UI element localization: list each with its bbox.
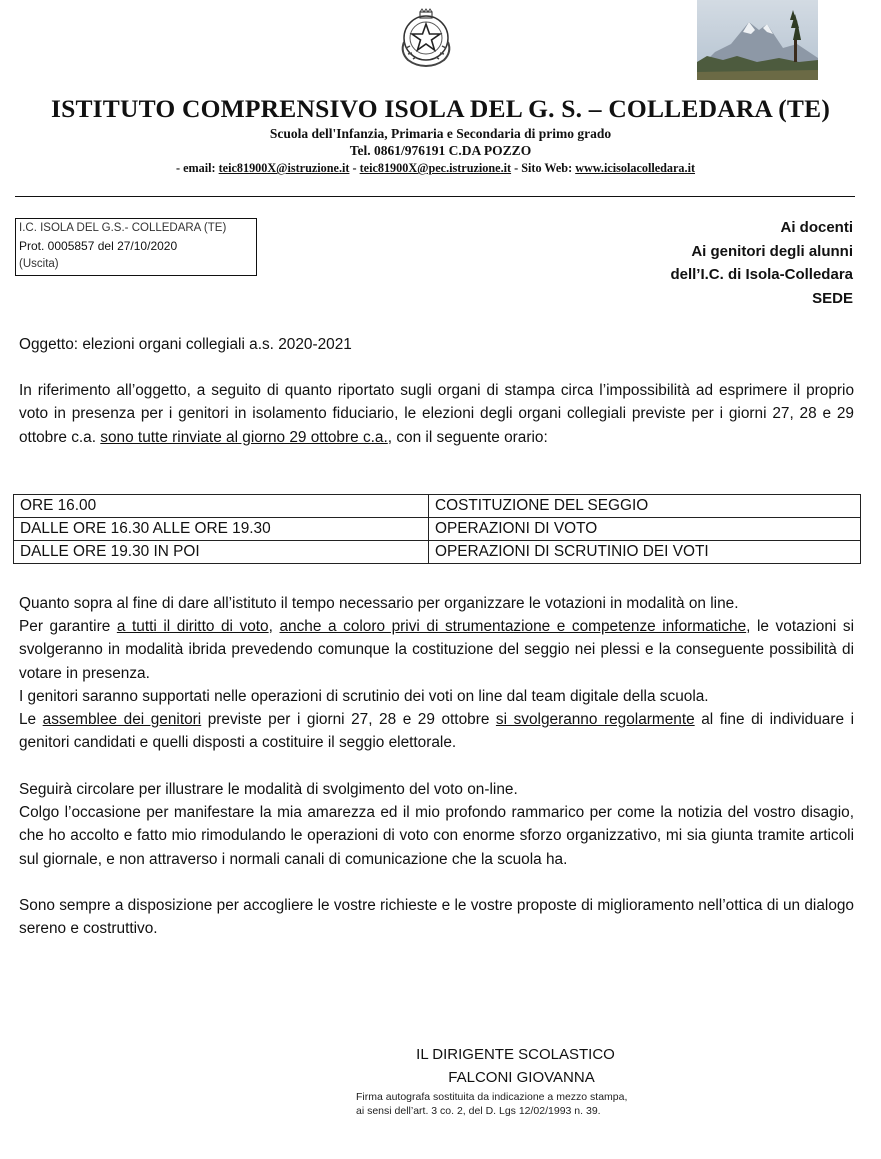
school-name: ISTITUTO COMPRENSIVO ISOLA DEL G. S. – COLLEDARA (TE): [50, 94, 831, 123]
body-paragraph-5: Seguirà circolare per illustrare le modalità di svolgimento del voto on-line.: [19, 781, 518, 798]
header-divider: [15, 196, 855, 197]
body-paragraph-7: Sono sempre a disposizione per accogliere le vostre richieste e le vostre proposte di miglioramento nell’ottica di un dialogo sereno e costruttivo.: [19, 897, 854, 938]
body-paragraph-1: Quanto sopra al fine di dare all’istituto il tempo necessario per organizzare le votazioni in modalità on line.: [19, 595, 739, 612]
body-paragraph-6: Colgo l’occasione per manifestare la mia amarezza ed il mio profondo rammarico per come la notizia del vostro disagio, che ho accolto e fatto mio rimodulando le operazioni di voto con enorme sforzo organizzativo, mi sia giunta tramite articoli sul giornale, e non attraverso i normali canali di comunicazione che la scuola ha.: [19, 804, 854, 868]
recipients: Ai docenti Ai genitori degli alunni dell’I.C. di Isola-Colledara SEDE: [670, 219, 853, 307]
school-subtitle: Scuola dell'Infanzia, Primaria e Secondaria di primo grado: [269, 126, 612, 141]
school-contacts: - email: teic81900X@istruzione.it - teic81900X@pec.istruzione.it - Sito Web: www.icisolacolledara.it: [175, 161, 696, 175]
signature-name: FALCONI GIOVANNA: [448, 1069, 595, 1086]
signature-note-1: Firma autografa sostituita da indicazione a mezzo stampa,: [356, 1091, 628, 1103]
protocol-box: I.C. ISOLA DEL G.S.- COLLEDARA (TE) Prot. 0005857 del 27/10/2020 (Uscita): [15, 218, 257, 276]
table-row: ORE 16.00 COSTITUZIONE DEL SEGGIO: [14, 495, 861, 518]
protocol-number: Prot. 0005857 del 27/10/2020: [19, 239, 178, 253]
email-link[interactable]: teic81900X@istruzione.it: [218, 161, 350, 175]
intro-paragraph: In riferimento all’oggetto, a seguito di quanto riportato sugli organi di stampa circa l’impossibilità ad esprimere il proprio voto in presenza per i genitori in isolamento fiduciario, le elezioni degli organi collegiali previste per i giorni 27, 28 e 29 ottobre c.a. sono tutte rinviate al giorno 29 ottobre c.a., con il seguente orario:: [19, 382, 854, 446]
table-row: DALLE ORE 19.30 IN POI OPERAZIONI DI SCRUTINIO DEI VOTI: [14, 541, 861, 564]
republic-emblem-icon: [398, 8, 454, 70]
schedule-table: [13, 494, 861, 564]
subject-line: Oggetto: elezioni organi collegiali a.s. 2020-2021: [19, 336, 352, 353]
school-phone: Tel. 0861/976191 C.DA POZZO: [349, 143, 532, 158]
table-row: DALLE ORE 16.30 ALLE ORE 19.30 OPERAZIONI DI VOTO: [14, 518, 861, 541]
signature-role: IL DIRIGENTE SCOLASTICO: [416, 1046, 615, 1063]
body-paragraph-2: Per garantire a tutti il diritto di voto, anche a coloro privi di strumentazione e competenze informatiche, le votazioni si svolgeranno in modalità ibrida prevedendo comunque la costituzione del seggio nei plessi e la conseguente possibilità di votare in presenza.: [19, 618, 854, 682]
signature-note-2: ai sensi dell’art. 3 co. 2, del D. Lgs 12/02/1993 n. 39.: [356, 1105, 601, 1117]
postponement-note: sono tutte rinviate al giorno 29 ottobre c.a.: [100, 428, 388, 446]
body-paragraph-3: I genitori saranno supportati nelle operazioni di scrutinio dei voti on line dal team digitale della scuola.: [19, 688, 709, 705]
pec-email-link[interactable]: teic81900X@pec.istruzione.it: [359, 161, 512, 175]
website-link[interactable]: www.icisolacolledara.it: [575, 161, 696, 175]
body-paragraph-4: Le assemblee dei genitori previste per i giorni 27, 28 e 29 ottobre si svolgeranno regolarmente al fine di individuare i genitori candidati e quelli disposti a costituire il seggio elettorale.: [19, 711, 854, 752]
mountain-photo: [697, 0, 818, 80]
